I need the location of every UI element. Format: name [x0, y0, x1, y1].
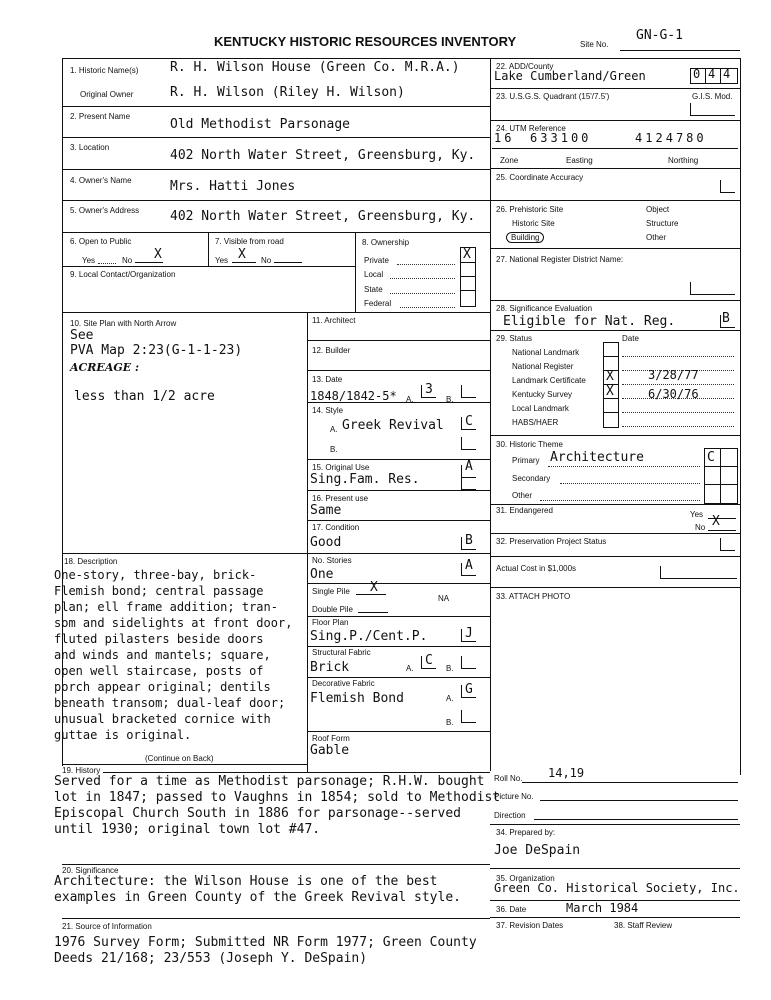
structural-fabric-label: Structural Fabric: [312, 648, 371, 657]
roof-form-value: Gable: [310, 743, 350, 758]
site-plan-label: 10. Site Plan with North Arrow: [70, 319, 177, 328]
utm-digit: 7: [675, 131, 687, 145]
status-item: National Landmark: [512, 348, 580, 357]
date-prepared-value: March 1984: [566, 901, 639, 915]
source-of-info-label: 21. Source of Information: [62, 922, 152, 931]
county-code-digit: 0: [693, 67, 701, 81]
historic-name-label: 1. Historic Name(s): [70, 66, 139, 75]
utm-digit: 0: [581, 131, 592, 145]
floor-plan-code: J: [465, 626, 473, 641]
endangered-no-mark: X: [712, 514, 720, 529]
utm-digit: 4: [635, 131, 646, 145]
floor-plan-label: Floor Plan: [312, 618, 349, 627]
date-value: 1848/1842-5*: [310, 389, 397, 403]
fabric-b-label: B.: [446, 664, 454, 673]
roll-no-value: 14,19: [548, 766, 585, 780]
historic-theme-label: 30. Historic Theme: [496, 440, 563, 449]
status-item: Kentucky Survey: [512, 390, 573, 399]
description-line: unusual bracketed cornice with: [54, 712, 271, 726]
style-a-code: C: [465, 414, 473, 429]
original-use-label: 15. Original Use: [312, 463, 370, 472]
condition-value: Good: [310, 535, 342, 550]
ownership-local: Local: [364, 270, 384, 279]
status-item: Landmark Certificate: [512, 376, 586, 385]
visible-from-road-label: 7. Visible from road: [215, 237, 284, 246]
significance-evaluation-code: B: [722, 311, 730, 326]
decorative-fabric-value: Flemish Bond: [310, 691, 404, 706]
condition-code: B: [465, 533, 473, 548]
deco-a-label: A.: [446, 694, 454, 703]
style-a-label: A.: [330, 425, 338, 434]
deco-a-code: G: [465, 682, 473, 697]
history-line: Served for a time as Methodist parsonage; R.H.W. bought: [54, 774, 485, 789]
theme-primary-label: Primary: [512, 456, 540, 465]
significance-evaluation-label: 28. Significance Evaluation: [496, 304, 593, 313]
description-line: plan; ell frame addition; tran-: [54, 600, 278, 614]
significance-label: 20. Significance: [62, 866, 119, 875]
significance-line: Architecture: the Wilson House is one of the best: [54, 874, 438, 889]
organization-label: 35. Organization: [496, 874, 555, 883]
date-label: 13. Date: [312, 375, 343, 384]
deco-b-label: B.: [446, 718, 454, 727]
utm-digit: 3: [540, 131, 551, 145]
acreage-value: less than 1/2 acre: [74, 389, 215, 404]
coordinate-accuracy-label: 25. Coordinate Accuracy: [496, 173, 584, 182]
double-pile-label: Double Pile: [312, 605, 353, 614]
owners-address-label: 5. Owner's Address: [70, 206, 140, 215]
object-label: Object: [646, 205, 670, 214]
prepared-by-label: 34. Prepared by:: [496, 828, 556, 837]
owners-name-value: Mrs. Hatti Jones: [170, 179, 296, 194]
date-a-label: A.: [406, 395, 414, 404]
description-line: porch appear original; dentils: [54, 680, 271, 694]
description-line: fluted pilasters beside doors: [54, 632, 264, 646]
site-plan-line2: PVA Map 2:23(G-1-1-23): [70, 343, 243, 358]
continue-on-back: (Continue on Back): [145, 754, 214, 763]
structural-fabric-value: Brick: [310, 660, 350, 675]
theme-secondary-label: Secondary: [512, 474, 551, 483]
date-a-code: 3: [425, 382, 433, 397]
prepared-by-value: Joe DeSpain: [494, 843, 581, 858]
description-line: and winds and mantels; square,: [54, 648, 271, 662]
revision-dates-label: 37. Revision Dates: [496, 921, 564, 930]
original-owner-label: Original Owner: [80, 90, 134, 99]
open-no-label: No: [122, 256, 133, 265]
ownership-private: Private: [364, 256, 389, 265]
present-name-label: 2. Present Name: [70, 112, 131, 121]
structure-label: Structure: [646, 219, 679, 228]
utm-digit: 3: [550, 131, 561, 145]
utm-easting: [530, 131, 591, 145]
ownership-federal: Federal: [364, 299, 392, 308]
roof-form-label: Roof Form: [312, 734, 350, 743]
source-line: Deeds 21/168; 23/553 (Joseph Y. DeSpain): [54, 951, 368, 966]
gis-mod-label: G.I.S. Mod.: [692, 92, 733, 101]
local-contact-label: 9. Local Contact/Organization: [70, 270, 176, 279]
county-code-digit: 4: [708, 67, 716, 81]
theme-code: C: [707, 450, 715, 465]
ownership-private-mark: X: [463, 247, 471, 262]
landmark-certificate-date: 3/28/77: [648, 368, 699, 382]
present-name-value: Old Methodist Parsonage: [170, 117, 351, 132]
other-label: Other: [646, 233, 667, 242]
description-line: Flemish bond; central passage: [54, 584, 264, 598]
location-label: 3. Location: [70, 143, 110, 152]
condition-label: 17. Condition: [312, 523, 360, 532]
site-plan-line1: See: [70, 328, 94, 343]
preservation-status-label: 32. Preservation Project Status: [496, 537, 607, 546]
original-use-code: A: [465, 459, 473, 474]
staff-review-label: 38. Staff Review: [614, 921, 673, 930]
stories-label: No. Stories: [312, 556, 352, 565]
original-owner-value: R. H. Wilson (Riley H. Wilson): [170, 85, 405, 100]
utm-reference-label: 24. UTM Reference: [496, 124, 566, 133]
present-use-label: 16. Present use: [312, 494, 369, 503]
description-line: guttae is original.: [54, 728, 192, 742]
kentucky-survey-mark: X: [606, 384, 614, 399]
stories-code: A: [465, 558, 473, 573]
utm-digit: 8: [686, 131, 697, 145]
historic-site-label: Historic Site: [512, 219, 555, 228]
description-line: open well staircase, posts of: [54, 664, 264, 678]
kentucky-survey-date: 6/30/76: [648, 387, 699, 401]
owners-address-value: 402 North Water Street, Greensburg, Ky.: [170, 209, 476, 224]
description-label: 18. Description: [64, 557, 118, 566]
utm-digit: 1: [560, 131, 571, 145]
county-code-digit: 4: [723, 67, 731, 81]
na-label: NA: [438, 594, 450, 603]
utm-digit: 1: [645, 131, 656, 145]
usgs-quadrant-label: 23. U.S.G.S. Quadrant (15'/7.5'): [496, 92, 610, 101]
style-b-label: B.: [330, 445, 338, 454]
organization-value: Green Co. Historical Society, Inc.: [494, 881, 740, 895]
direction-label: Direction: [494, 811, 526, 820]
open-no-mark: X: [154, 247, 162, 262]
visible-no-label: No: [261, 256, 272, 265]
description-line: One-story, three-bay, brick-: [54, 568, 257, 582]
historic-name-value: R. H. Wilson House (Green Co. M.R.A.): [170, 60, 460, 75]
nr-district-label: 27. National Register District Name:: [496, 255, 624, 264]
history-line: until 1930; original town lot #47.: [54, 822, 321, 837]
floor-plan-value: Sing.P./Cent.P.: [310, 629, 428, 644]
location-value: 402 North Water Street, Greensburg, Ky.: [170, 148, 476, 163]
status-item: HABS/HAER: [512, 418, 559, 427]
actual-cost-label: Actual Cost in $1,000s: [496, 564, 577, 573]
history-line: lot in 1847; passed to Vaughns in 1854; sold to Methodist: [54, 790, 501, 805]
form-title: KENTUCKY HISTORIC RESOURCES INVENTORY: [214, 34, 517, 49]
utm-digit: 6: [530, 131, 541, 145]
visible-yes-mark: X: [238, 247, 246, 262]
utm-digit: 0: [696, 131, 707, 145]
significance-line: examples in Green County of the Greek Revival style.: [54, 890, 461, 905]
description-line: beneath transom; dual-leaf door;: [54, 696, 286, 710]
owners-name-label: 4. Owner's Name: [70, 176, 132, 185]
prehistoric-site-label: 26. Prehistoric Site: [496, 205, 564, 214]
utm-digit: 6: [504, 131, 515, 145]
status-item: Local Landmark: [512, 404, 569, 413]
visible-yes-label: Yes: [215, 256, 229, 265]
architect-label: 11. Architect: [312, 316, 356, 325]
status-label: 29. Status: [496, 334, 533, 343]
ownership-state: State: [364, 285, 383, 294]
building-label: Building: [506, 232, 544, 243]
utm-digit: 1: [494, 131, 505, 145]
open-to-public-label: 6. Open to Public: [70, 237, 132, 246]
single-pile-mark: X: [370, 580, 378, 595]
utm-digit: 0: [570, 131, 582, 145]
roll-no-label: Roll No.: [494, 774, 523, 783]
utm-northing-label: Northing: [668, 156, 699, 165]
utm-zone: [494, 131, 514, 145]
builder-label: 12. Builder: [312, 346, 351, 355]
theme-primary-value: Architecture: [550, 450, 644, 465]
history-line: Episcopal Church South in 1886 for parsonage--served: [54, 806, 461, 821]
open-yes-label: Yes: [82, 256, 96, 265]
attach-photo-label: 33. ATTACH PHOTO: [496, 592, 571, 601]
theme-other-label: Other: [512, 491, 533, 500]
description-line: som and sidelights at front door,: [54, 616, 293, 630]
style-a-value: Greek Revival: [342, 418, 444, 433]
source-line: 1976 Survey Form; Submitted NR Form 1977; Green County: [54, 935, 477, 950]
present-use-value: Same: [310, 503, 342, 518]
significance-evaluation-value: Eligible for Nat. Reg.: [503, 314, 676, 329]
acreage-label: ACREAGE :: [70, 361, 140, 374]
original-use-value: Sing.Fam. Res.: [310, 472, 420, 487]
endangered-yes-label: Yes: [690, 510, 704, 519]
add-county-value: Lake Cumberland/Green: [494, 69, 646, 83]
date-prepared-label: 36. Date: [496, 905, 527, 914]
landmark-certificate-mark: X: [606, 369, 614, 384]
endangered-no-label: No: [695, 523, 706, 532]
utm-easting-label: Easting: [566, 156, 593, 165]
fabric-a-code: C: [425, 653, 433, 668]
add-county-label: 22. ADD/County: [496, 62, 554, 71]
style-label: 14. Style: [312, 406, 344, 415]
status-item: National Register: [512, 362, 574, 371]
date-b-label: B.: [446, 395, 454, 404]
utm-zone-label: Zone: [500, 156, 519, 165]
ownership-label: 8. Ownership: [362, 238, 410, 247]
stories-value: One: [310, 567, 334, 582]
fabric-a-label: A.: [406, 664, 414, 673]
decorative-fabric-label: Decorative Fabric: [312, 679, 375, 688]
status-date-label: Date: [622, 334, 639, 343]
utm-digit: 4: [665, 131, 676, 145]
utm-digit: 2: [655, 131, 666, 145]
endangered-label: 31. Endangered: [496, 506, 553, 515]
site-no-label: Site No.: [580, 40, 609, 49]
site-no-value: GN-G-1: [636, 28, 683, 43]
picture-no-label: Picture No.: [494, 792, 534, 801]
single-pile-label: Single Pile: [312, 587, 350, 596]
history-label: 19. History: [62, 766, 103, 775]
utm-northing: [635, 131, 707, 145]
